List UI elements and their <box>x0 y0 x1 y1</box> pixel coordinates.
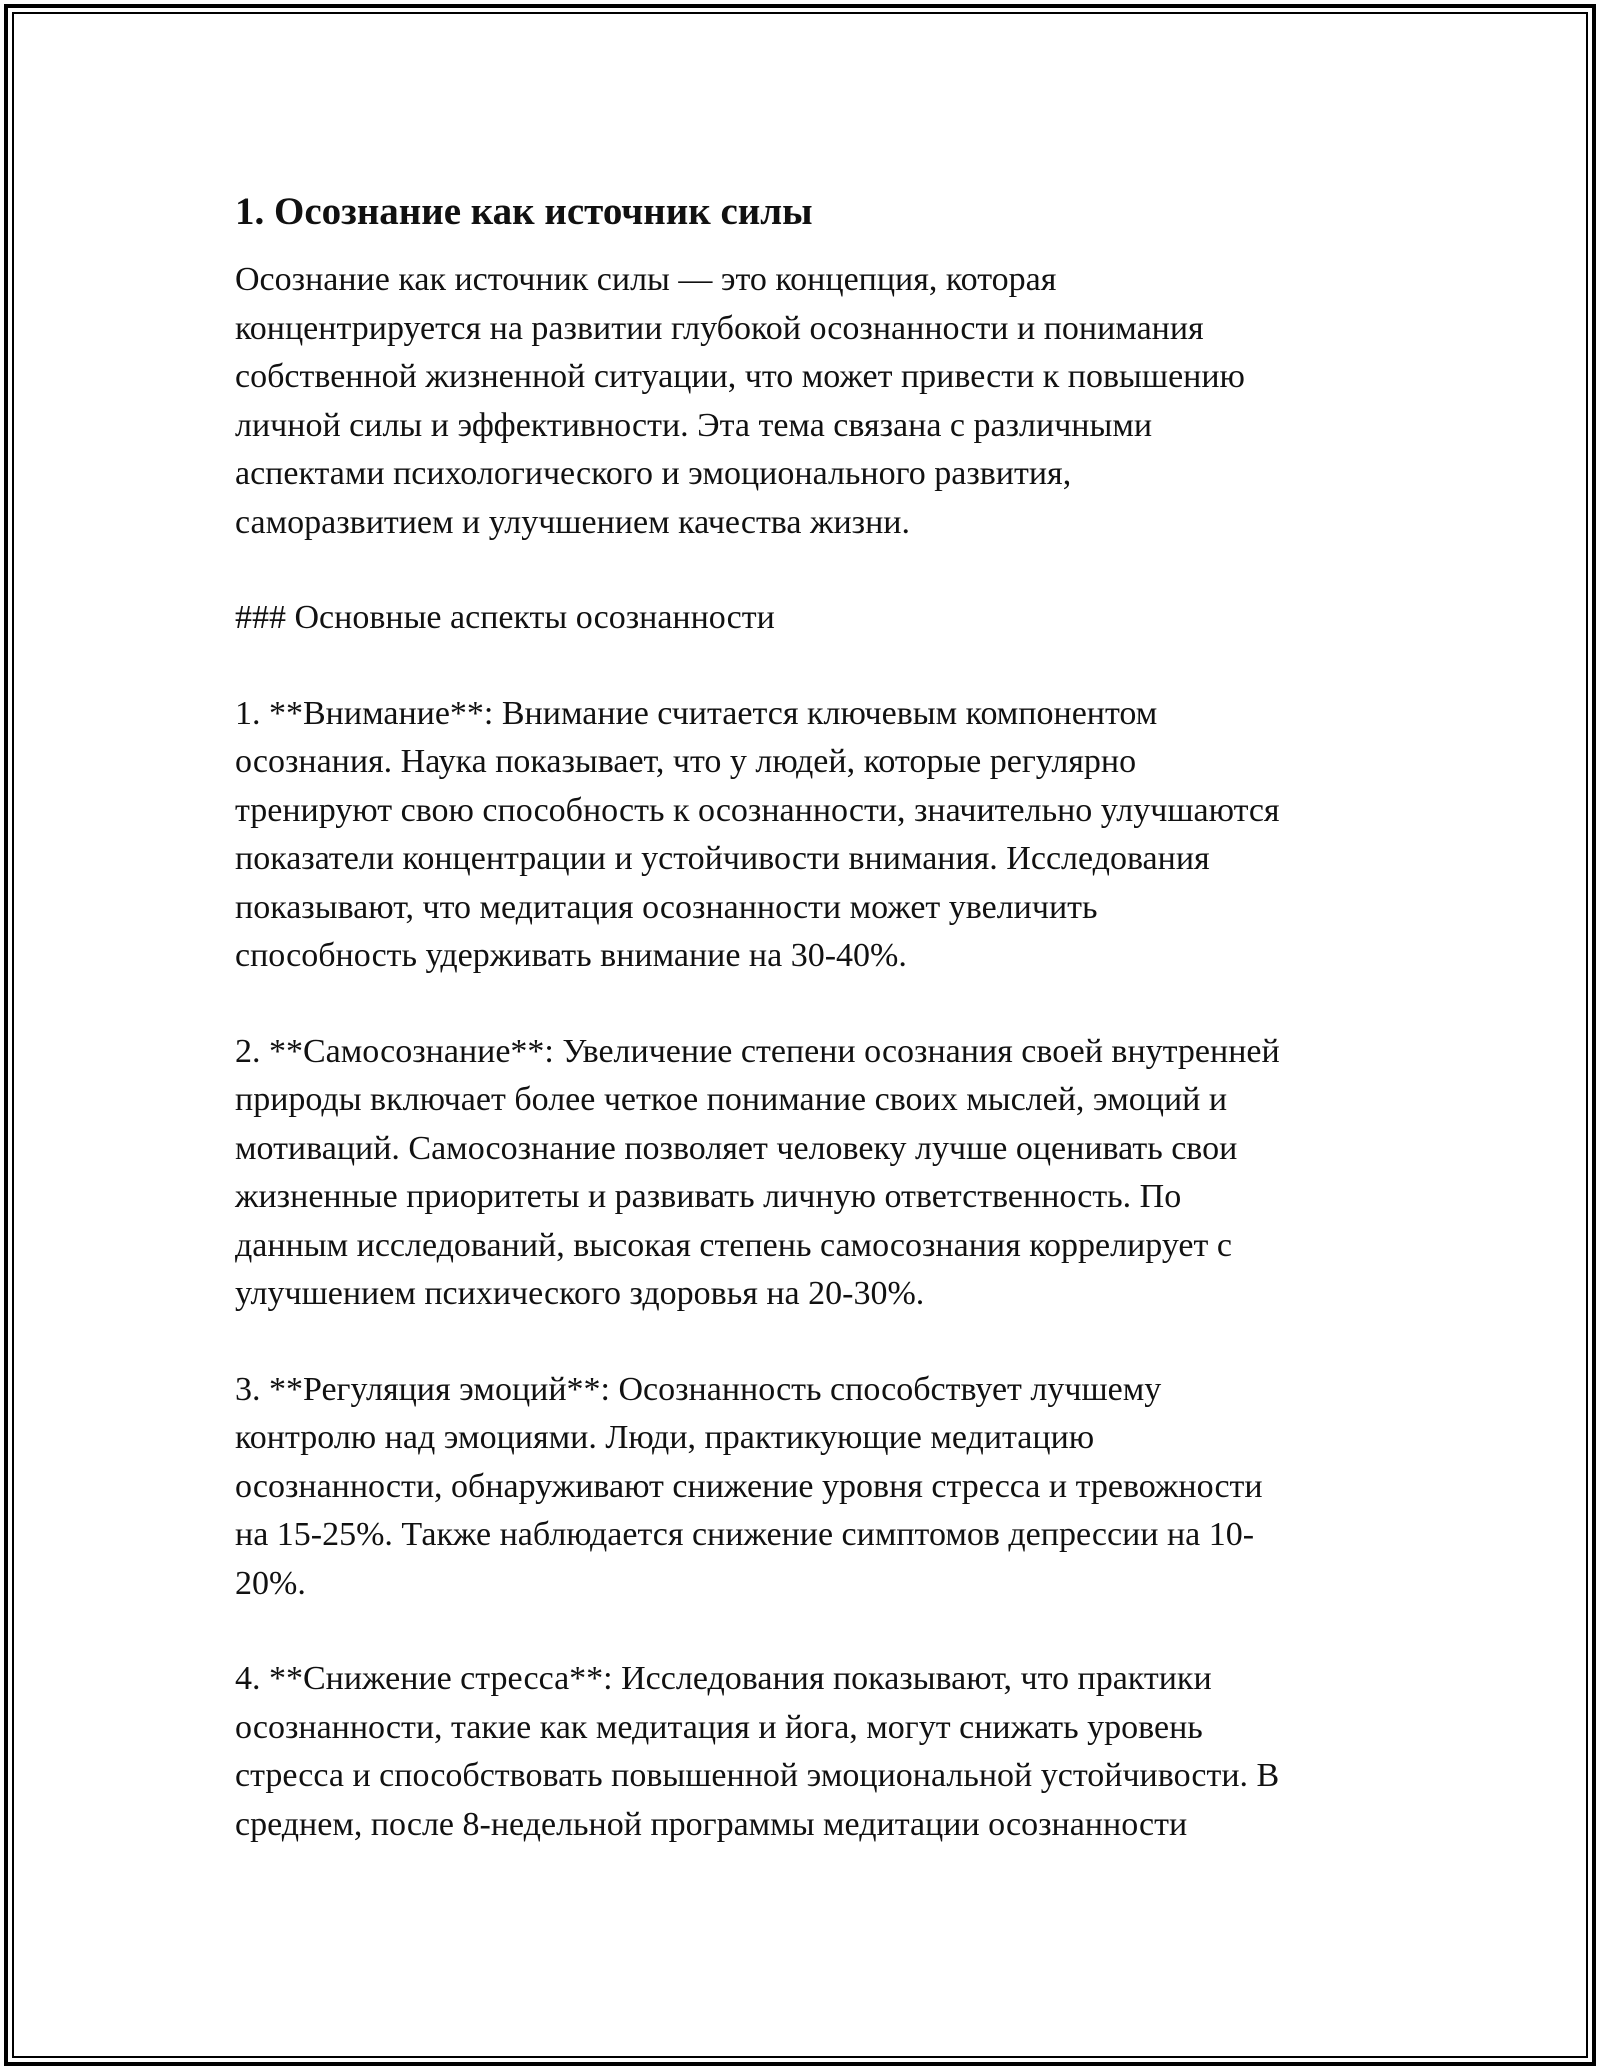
paragraph-gap <box>235 981 1375 1028</box>
intro-paragraph <box>235 256 1375 547</box>
text-line: способность удерживать внимание на 30-40%. <box>235 937 907 974</box>
emotion-regulation-paragraph <box>235 1366 1375 1609</box>
text-line: саморазвитием и улучшением качества жизни. <box>235 503 911 541</box>
text-line: осознанности, такие как медитация и йога, могут снижать уровень <box>235 1708 1203 1746</box>
text-line: ### Основные аспекты осознанности <box>235 599 775 636</box>
text-line: стресса и способствовать повышенной эмоциональной устойчивости. В <box>235 1757 1280 1794</box>
self-awareness-paragraph <box>235 1028 1375 1319</box>
attention-paragraph <box>235 690 1375 981</box>
section-title: 1. Осознание как источник силы <box>235 190 813 233</box>
text-line: осознанности, обнаруживают снижение уровня стресса и тревожности <box>235 1467 1263 1505</box>
text-line: данным исследований, высокая степень самосознания коррелирует с <box>235 1226 1232 1264</box>
text-line: осознания. Наука показывает, что у людей, которые регулярно <box>235 743 1137 780</box>
text-line: тренируют свою способность к осознанности, значительно улучшаются <box>235 791 1280 829</box>
paragraph-gap <box>235 643 1375 690</box>
text-line: 1. **Внимание**: Внимание считается ключевым компонентом <box>235 694 1158 732</box>
paragraph-gap <box>235 1608 1375 1655</box>
text-line: жизненные приоритеты и развивать личную ответственность. По <box>235 1178 1182 1215</box>
text-line: природы включает более четкое понимание своих мыслей, эмоций и <box>235 1081 1228 1118</box>
text-line: 3. **Регуляция эмоций**: Осознанность способствует лучшему <box>235 1370 1162 1408</box>
paragraph-gap <box>235 1319 1375 1366</box>
text-line: контролю над эмоциями. Люди, практикующие медитацию <box>235 1419 1095 1456</box>
paragraph-gap <box>235 547 1375 594</box>
text-line: улучшением психического здоровья на 20-30%. <box>235 1275 925 1312</box>
text-line: среднем, после 8-недельной программы медитации осознанности <box>235 1805 1188 1843</box>
stress-reduction-paragraph <box>235 1655 1375 1849</box>
text-line: Осознание как источник силы — это концепция, которая <box>235 261 1057 298</box>
text-line: 20%. <box>235 1564 306 1602</box>
text-line: на 15-25%. Также наблюдается снижение симптомов депрессии на 10- <box>235 1516 1255 1553</box>
text-line: концентрируется на развитии глубокой осознанности и понимания <box>235 309 1204 347</box>
text-line: мотиваций. Самосознание позволяет человеку лучше оценивать свои <box>235 1129 1238 1167</box>
text-line: личной силы и эффективности. Эта тема связана с различными <box>235 406 1153 444</box>
text-line: аспектами психологического и эмоционального развития, <box>235 455 1072 492</box>
text-line: 4. **Снижение стресса**: Исследования показывают, что практики <box>235 1660 1212 1697</box>
text-line: собственной жизненной ситуации, что может привести к повышению <box>235 358 1245 395</box>
text-line: показатели концентрации и устойчивости внимания. Исследования <box>235 840 1210 877</box>
text-line: 2. **Самосознание**: Увеличение степени осознания своей внутренней <box>235 1032 1280 1070</box>
text-line: показывают, что медитация осознанности может увеличить <box>235 888 1098 926</box>
subheading-paragraph <box>235 594 1375 643</box>
document-body <box>235 186 1375 1849</box>
